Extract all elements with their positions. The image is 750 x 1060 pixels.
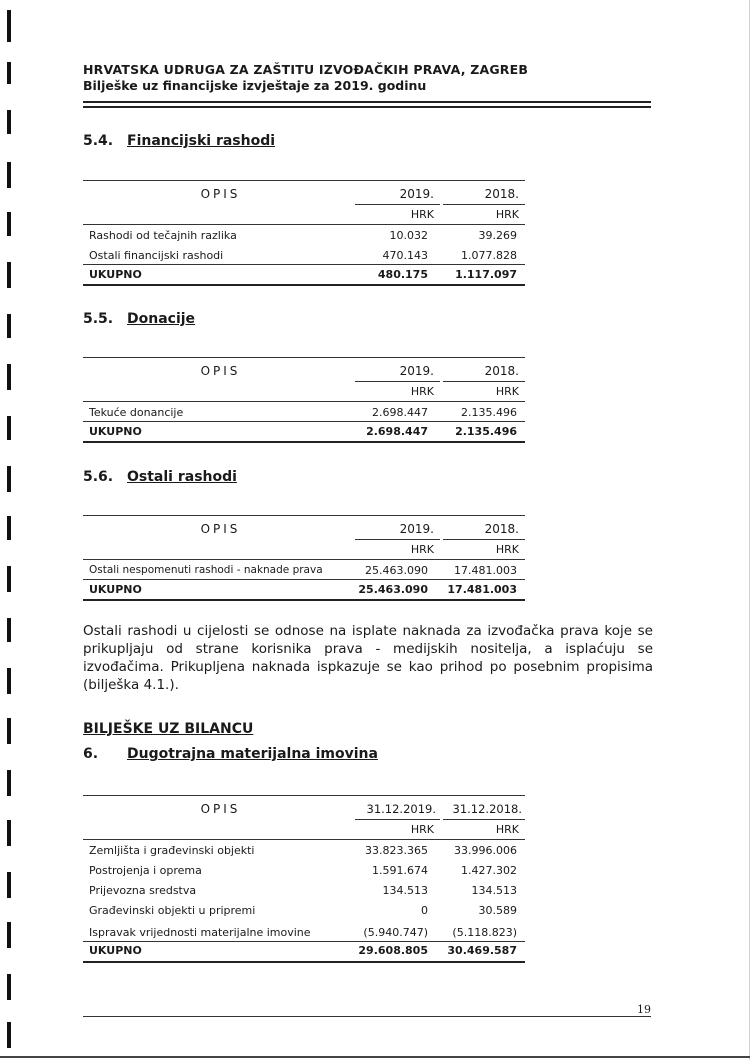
value-2018: 39.269 — [478, 229, 517, 242]
column-header-2019: 31.12.2019. — [366, 802, 436, 816]
binder-mark — [7, 110, 11, 134]
section-title: Donacije — [127, 311, 196, 327]
column-header-2018: 2018. — [484, 364, 519, 378]
column-currency: HRK — [495, 208, 519, 221]
page-number: 19 — [637, 1003, 651, 1016]
header-rule — [83, 101, 651, 103]
row-label: Građevinski objekti u pripremi — [89, 904, 256, 917]
section-heading — [83, 746, 378, 762]
row-label: Prijevozna sredstva — [89, 884, 197, 897]
row-label: Zemljišta i građevinski objekti — [89, 844, 255, 857]
value-2018: 2.135.496 — [461, 406, 517, 419]
row-label: Ostali financijski rashodi — [89, 249, 224, 262]
binder-mark — [7, 516, 11, 540]
row-label: Ostali nespomenuti rashodi - naknade prava — [89, 564, 323, 576]
value-2018: 17.481.003 — [454, 564, 517, 577]
binder-mark — [7, 314, 11, 338]
table-dugotrajna-imovina — [83, 795, 525, 965]
total-2019: 2.698.447 — [366, 425, 428, 438]
value-2018: 1.077.828 — [461, 249, 517, 262]
table-row — [83, 406, 525, 426]
value-2019: 25.463.090 — [365, 564, 428, 577]
binder-mark — [7, 364, 11, 390]
binder-mark — [7, 974, 11, 1000]
binder-mark — [7, 262, 11, 288]
column-header-opis: OPIS — [200, 802, 241, 816]
section-heading — [83, 311, 195, 327]
column-header-opis: OPIS — [200, 522, 241, 536]
total-2018: 17.481.003 — [447, 583, 517, 596]
binder-mark — [7, 62, 11, 84]
binder-mark — [7, 872, 11, 898]
column-header-2019: 2019. — [399, 364, 434, 378]
notes-heading: BILJEŠKE UZ BILANCU — [83, 721, 254, 737]
table-row — [83, 844, 525, 864]
total-2018: 2.135.496 — [455, 425, 517, 438]
column-header-opis: OPIS — [200, 364, 241, 378]
value-2019: 2.698.447 — [372, 406, 428, 419]
column-currency: HRK — [410, 385, 434, 398]
section-number: 5.4. — [83, 133, 114, 149]
binder-mark — [7, 618, 11, 642]
row-label: Postrojenja i oprema — [89, 864, 202, 877]
binder-mark — [7, 718, 11, 744]
table-row — [83, 904, 525, 924]
page-bottom-edge — [0, 1056, 750, 1058]
column-currency: HRK — [410, 208, 434, 221]
column-currency: HRK — [495, 823, 519, 836]
value-2019: 33.823.365 — [365, 844, 428, 857]
column-header-2019: 2019. — [399, 187, 434, 201]
binder-mark — [7, 416, 11, 440]
table-row — [83, 564, 525, 584]
column-currency: HRK — [410, 543, 434, 556]
binder-mark — [7, 1022, 11, 1048]
section-title: Dugotrajna materijalna imovina — [127, 746, 378, 762]
column-header-2018: 31.12.2018. — [452, 802, 522, 816]
value-2019: 1.591.674 — [372, 864, 428, 877]
total-label: UKUPNO — [89, 425, 142, 438]
binder-mark — [7, 566, 11, 592]
row-label: Rashodi od tečajnih razlika — [89, 229, 237, 242]
binder-mark — [7, 162, 11, 188]
footer-rule — [83, 1016, 651, 1017]
section-heading — [83, 469, 237, 485]
table-ostali-rashodi — [83, 515, 525, 605]
total-label: UKUPNO — [89, 583, 142, 596]
table-row — [83, 229, 525, 249]
value-2018: 33.996.006 — [454, 844, 517, 857]
binder-mark — [7, 770, 11, 796]
value-2018: 134.513 — [471, 884, 517, 897]
total-2018: 30.469.587 — [447, 944, 517, 957]
total-label: UKUPNO — [89, 268, 142, 281]
value-2018: 30.589 — [478, 904, 517, 917]
column-currency: HRK — [495, 385, 519, 398]
row-label: Ispravak vrijednosti materijalne imovine — [89, 926, 311, 939]
column-header-2019: 2019. — [399, 522, 434, 536]
column-header-opis: OPIS — [200, 187, 241, 201]
document-subtitle: Bilješke uz financijske izvještaje za 2019. godinu — [83, 78, 427, 93]
table-row — [83, 926, 525, 946]
total-label: UKUPNO — [89, 944, 142, 957]
section-number: 5.6. — [83, 469, 114, 485]
value-2019: 470.143 — [382, 249, 428, 262]
total-2019: 480.175 — [377, 268, 428, 281]
binder-mark — [7, 668, 11, 694]
binder-mark — [7, 820, 11, 846]
binder-mark — [7, 922, 11, 948]
total-2019: 29.608.805 — [358, 944, 428, 957]
header-rule — [83, 106, 651, 108]
section-heading — [83, 133, 275, 149]
column-currency: HRK — [410, 823, 434, 836]
value-2019: 10.032 — [389, 229, 428, 242]
column-header-2018: 2018. — [484, 522, 519, 536]
value-2019: (5.940.747) — [363, 926, 428, 939]
binder-mark — [7, 466, 11, 492]
column-currency: HRK — [495, 543, 519, 556]
total-2018: 1.117.097 — [455, 268, 517, 281]
total-2019: 25.463.090 — [358, 583, 428, 596]
table-row — [83, 864, 525, 884]
binder-mark — [7, 10, 11, 42]
explanation-paragraph: Ostali rashodi u cijelosti se odnose na isplate naknada za izvođačka prava koje se prikupljaju od strane korisnika prava - medijskih nositelja, a isplaćuju se izvođačima. Prikupljena naknada ispkazuje se kao prihod po posebnim propisima (bilješka 4.1.). — [83, 623, 653, 693]
table-row — [83, 249, 525, 269]
section-title: Financijski rashodi — [127, 133, 276, 149]
section-title: Ostali rashodi — [127, 469, 237, 485]
value-2018: (5.118.823) — [452, 926, 517, 939]
column-header-2018: 2018. — [484, 187, 519, 201]
section-number: 5.5. — [83, 311, 114, 327]
value-2019: 0 — [421, 904, 428, 917]
organization-title: HRVATSKA UDRUGA ZA ZAŠTITU IZVOĐAČKIH PRAVA, ZAGREB — [83, 62, 529, 77]
value-2018: 1.427.302 — [461, 864, 517, 877]
table-donacije — [83, 357, 525, 447]
section-number: 6. — [83, 746, 99, 762]
binder-mark — [7, 212, 11, 236]
table-financijski-rashodi — [83, 180, 525, 290]
table-row — [83, 884, 525, 904]
row-label: Tekuće donancije — [89, 406, 184, 419]
value-2019: 134.513 — [382, 884, 428, 897]
